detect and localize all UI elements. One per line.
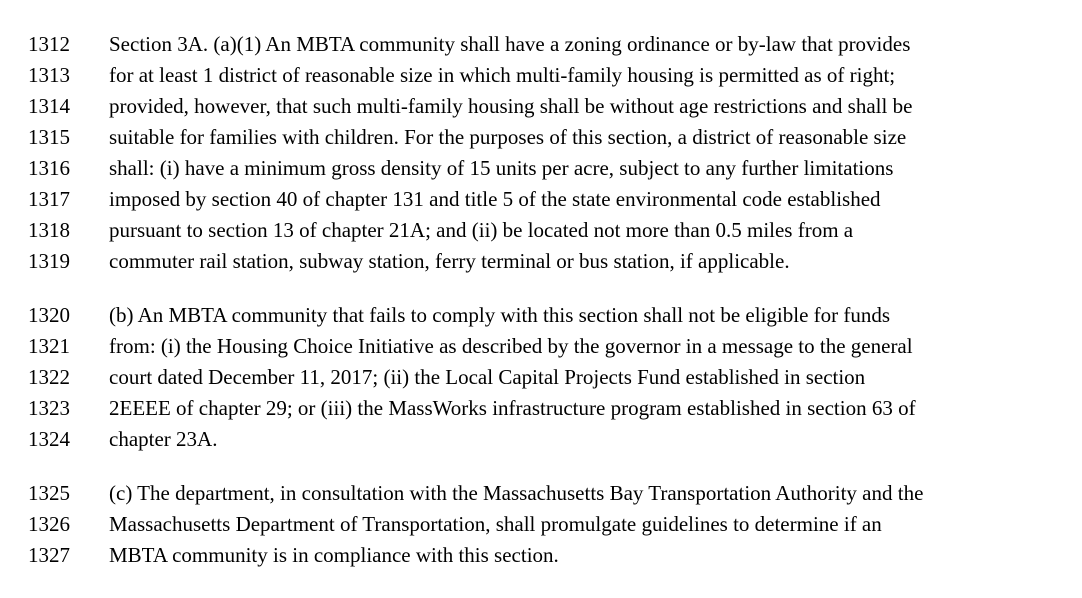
line-text: 2EEEE of chapter 29; or (iii) the MassWorks infrastructure program established in section 63 of [109,396,916,420]
line-text: for at least 1 district of reasonable size in which multi-family housing is permitted as of right; [109,63,896,87]
document-line [0,509,1082,540]
line-number: 1316 [28,156,70,180]
line-text: imposed by section 40 of chapter 131 and title 5 of the state environmental code established [109,187,881,211]
line-number: 1323 [28,396,70,420]
document-line [0,29,1082,60]
document-line [0,153,1082,184]
document-line [0,478,1082,509]
document-line [0,424,1082,455]
line-number: 1313 [28,63,70,87]
line-text: from: (i) the Housing Choice Initiative as described by the governor in a message to the general [109,334,913,358]
line-text: shall: (i) have a minimum gross density of 15 units per acre, subject to any further limitations [109,156,894,180]
line-text: provided, however, that such multi-family housing shall be without age restrictions and shall be [109,94,913,118]
line-number: 1320 [28,303,70,327]
line-text: chapter 23A. [109,427,218,451]
line-number: 1312 [28,32,70,56]
document-line [0,184,1082,215]
line-text: (b) An MBTA community that fails to comply with this section shall not be eligible for funds [109,303,891,327]
document-line [0,91,1082,122]
line-number: 1317 [28,187,70,211]
paragraph-section-3a-a [0,29,1082,277]
line-number: 1326 [28,512,70,536]
line-number: 1327 [28,543,70,567]
line-number: 1315 [28,125,70,149]
line-number: 1325 [28,481,70,505]
paragraph-section-3a-c [0,478,1082,571]
line-number: 1322 [28,365,70,389]
document-body [0,29,1082,571]
document-line [0,362,1082,393]
line-text: commuter rail station, subway station, ferry terminal or bus station, if applicable. [109,249,790,273]
document-line [0,215,1082,246]
line-number: 1314 [28,94,70,118]
line-text: suitable for families with children. For the purposes of this section, a district of reasonable size [109,125,907,149]
document-line [0,540,1082,571]
line-text: Massachusetts Department of Transportation, shall promulgate guidelines to determine if an [109,512,882,536]
document-line [0,331,1082,362]
line-number: 1324 [28,427,70,451]
document-line [0,246,1082,277]
document-line [0,60,1082,91]
line-number: 1321 [28,334,70,358]
document-line [0,122,1082,153]
document-line [0,393,1082,424]
line-number: 1319 [28,249,70,273]
document-line [0,300,1082,331]
line-text: MBTA community is in compliance with this section. [109,543,559,567]
line-text: pursuant to section 13 of chapter 21A; and (ii) be located not more than 0.5 miles from a [109,218,854,242]
line-text: court dated December 11, 2017; (ii) the Local Capital Projects Fund established in section [109,365,866,389]
line-number: 1318 [28,218,70,242]
paragraph-section-3a-b [0,300,1082,455]
line-text: (c) The department, in consultation with the Massachusetts Bay Transportation Authority and the [109,481,924,505]
line-text: Section 3A. (a)(1) An MBTA community shall have a zoning ordinance or by-law that provides [109,32,911,56]
